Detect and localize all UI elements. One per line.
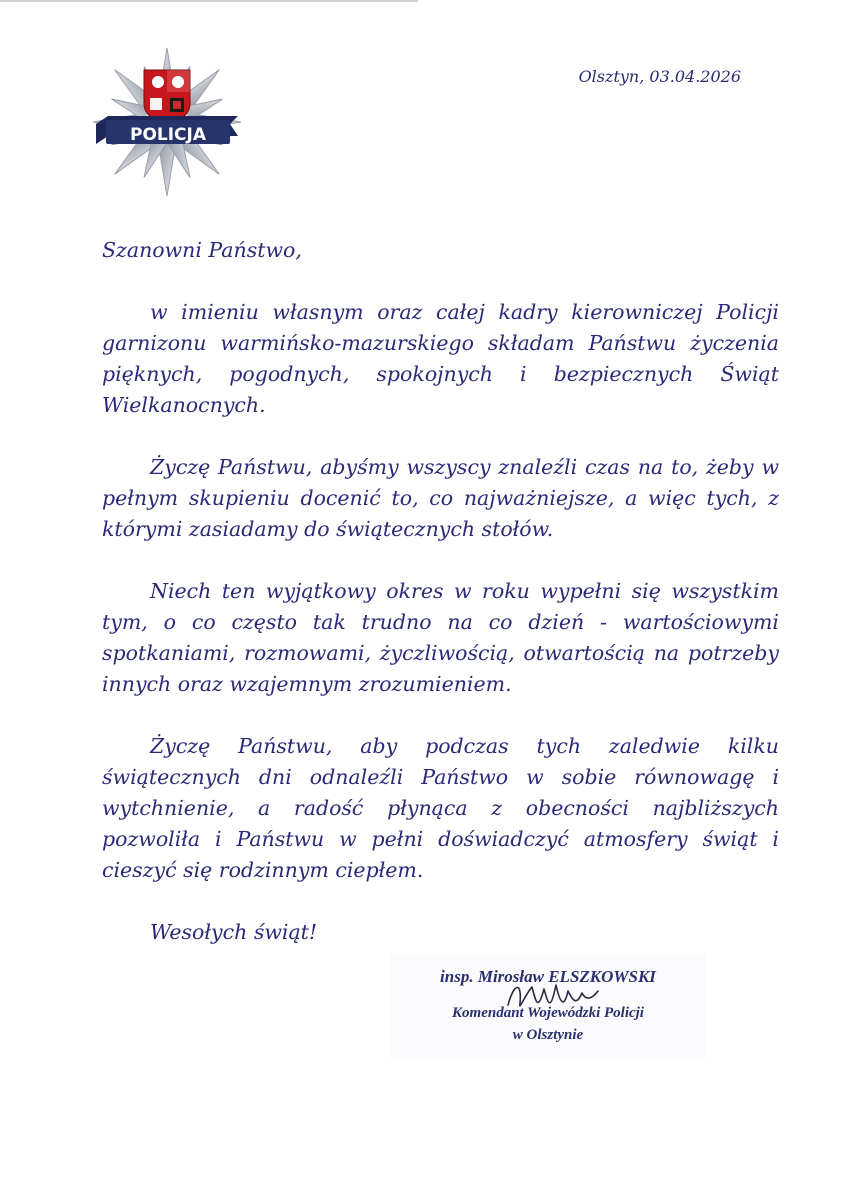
police-star-badge-icon (88, 44, 246, 200)
paragraph-2: Życzę Państwu, abyśmy wszyscy znaleźli czas na to, żeby w pełnym skupieniu docenić to, co najważniejsze, a więc tych, z którymi zasiadamy do świątecznych stołów. (102, 455, 779, 541)
signatory-title: Komendant Wojewódzki Policji (452, 1005, 644, 1021)
logo-text: POLICJA (129, 125, 207, 145)
paragraph-1: w imieniu własnym oraz całej kadry kierowniczej Policji garnizonu warmińsko-mazurskiego składam Państwu życzenia pięknych, pogodnych, spokojnych i bezpiecznych Świąt Wielkanocnych. (102, 300, 779, 417)
place-date: Olsztyn, 03.04.2026 (578, 67, 741, 86)
salutation: Szanowni Państwo, (102, 238, 302, 262)
letter-body (102, 235, 779, 979)
closing-line: Wesołych świąt! (150, 920, 318, 944)
page-top-rule (0, 0, 418, 2)
signatory-location: w Olsztynie (512, 1027, 584, 1043)
signature-stamp (390, 953, 706, 1059)
paragraph-3: Niech ten wyjątkowy okres w roku wypełni się wszystkim tym, o co często tak trudno na co dzień - wartościowymi spotkaniami, rozmowami, życzliwością, otwartością na potrzeby innych oraz wzajemnym zrozumieniem. (102, 579, 779, 696)
signatory-name: insp. Mirosław ELSZKOWSKI (440, 967, 656, 986)
paragraph-4: Życzę Państwu, aby podczas tych zaledwie kilku świątecznych dni odnaleźli Państwo w sobie równowagę i wytchnienie, a radość płynąca z obecności najbliższych pozwoliła i Państwu w pełni doświadczyć atmosfery świąt i cieszyć się rodzinnym ciepłem. (102, 734, 779, 882)
